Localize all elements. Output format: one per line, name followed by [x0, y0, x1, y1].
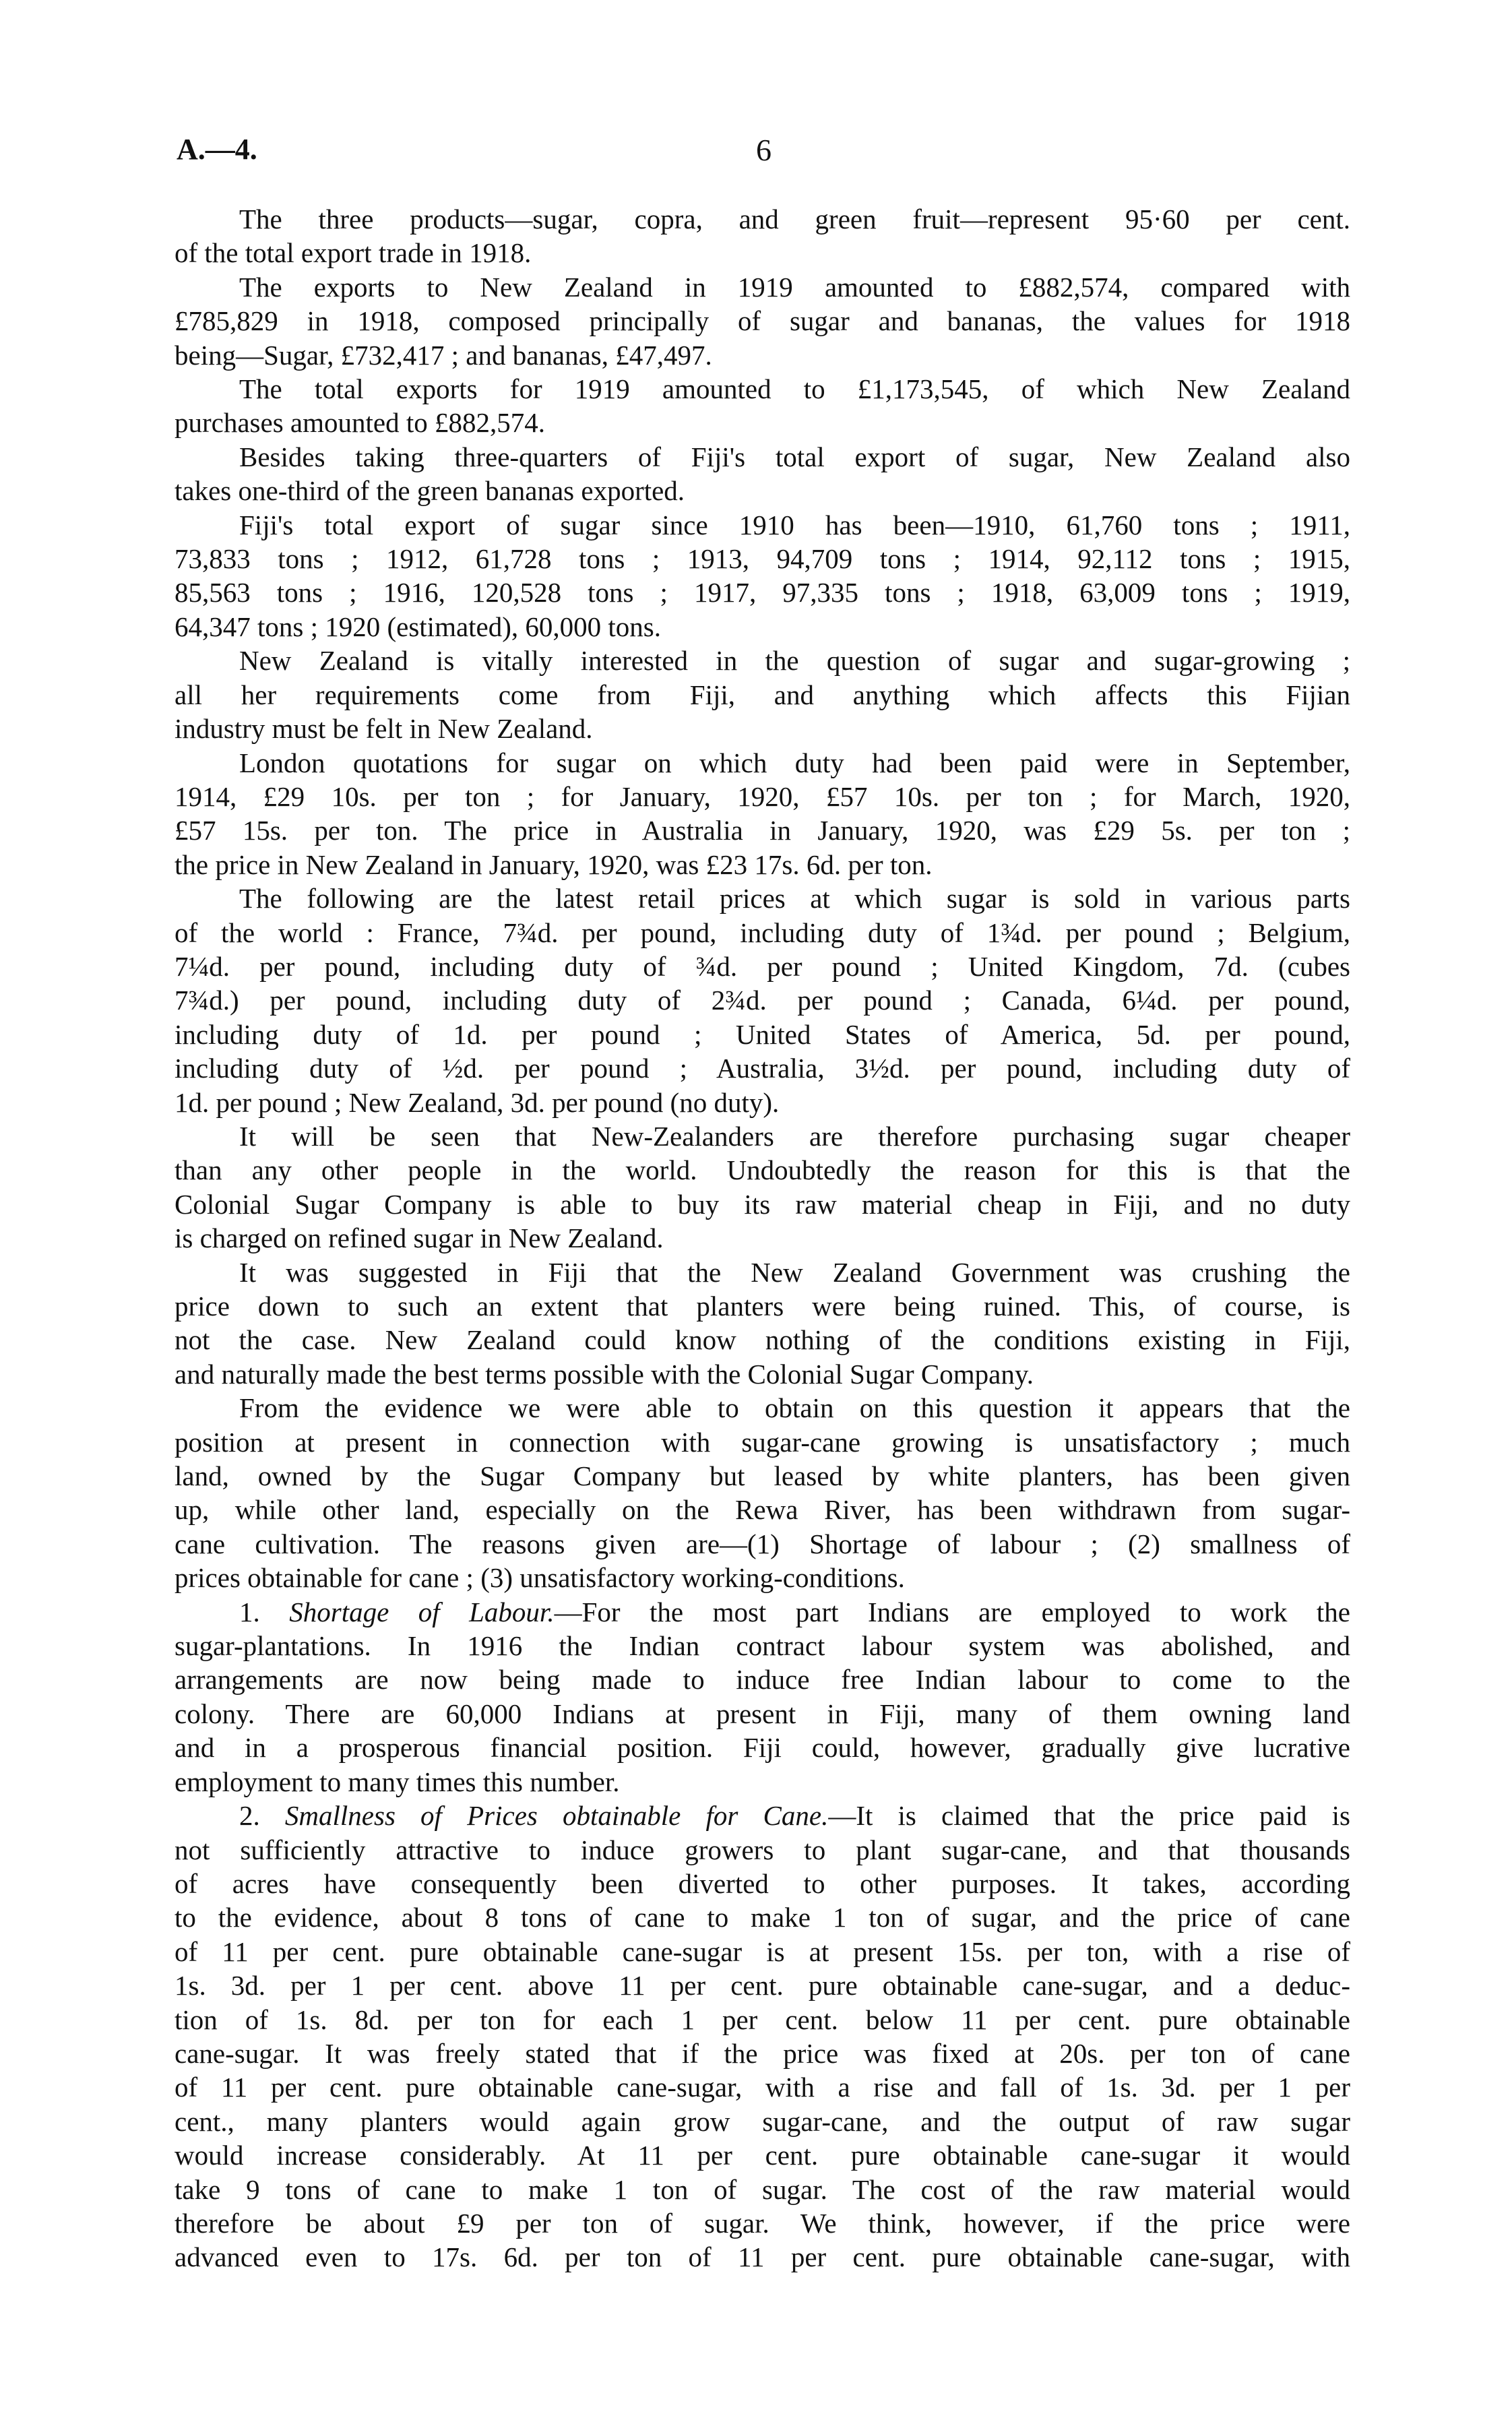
text-line: The exports to New Zealand in 1919 amounted to £882,574, compared with	[239, 271, 1350, 303]
text-line: £785,829 in 1918, composed principally of sugar and bananas, the values for 1918	[175, 305, 1350, 337]
document-code: A.—4.	[177, 133, 257, 166]
text-line: 73,833 tons ; 1912, 61,728 tons ; 1913, 94,709 tons ; 1914, 92,112 tons ; 1915,	[175, 543, 1350, 575]
text-segment: —For the most part Indians are employed to work the	[554, 1596, 1350, 1627]
text-line: take 9 tons of cane to make 1 ton of sugar. The cost of the raw material would	[175, 2173, 1350, 2205]
text-line: being—Sugar, £732,417 ; and bananas, £47,497.	[175, 339, 712, 371]
paragraph	[175, 644, 1350, 745]
text-line: cane-sugar. It was freely stated that if the price was fixed at 20s. per ton of cane	[175, 2037, 1350, 2069]
text-line: would increase considerably. At 11 per cent. pure obtainable cane-sugar it would	[175, 2140, 1350, 2171]
text-line: 1d. per pound ; New Zealand, 3d. per pound (no duty).	[175, 1086, 780, 1118]
text-line: sugar-plantations. In 1916 the Indian contract labour system was abolished, and	[175, 1630, 1350, 1662]
section-heading: Shortage of Labour.	[289, 1596, 555, 1627]
text-line: It will be seen that New-Zealanders are therefore purchasing sugar cheaper	[239, 1120, 1350, 1152]
text-line: takes one-third of the green bananas exported.	[175, 475, 685, 507]
text-line: prices obtainable for cane ; (3) unsatisfactory working-conditions.	[175, 1562, 905, 1594]
text-line: 85,563 tons ; 1916, 120,528 tons ; 1917, 97,335 tons ; 1918, 63,009 tons ; 1919,	[175, 577, 1350, 609]
text-line: From the evidence we were able to obtain on this question it appears that the	[239, 1392, 1350, 1424]
text-line: of the world : France, 7¾d. per pound, including duty of 1¾d. per pound ; Belgium,	[175, 917, 1350, 948]
paragraph	[175, 440, 1350, 508]
paragraph	[175, 881, 1350, 1119]
paragraph	[175, 270, 1350, 372]
text-line: employment to many times this number.	[175, 1766, 620, 1797]
text-line: of the total export trade in 1918.	[175, 237, 532, 269]
text-line: Fiji's total export of sugar since 1910 has been—1910, 61,760 tons ; 1911,	[239, 509, 1350, 540]
text-line: including duty of 1d. per pound ; United States of America, 5d. per pound,	[175, 1018, 1350, 1050]
section-heading: Smallness of Prices obtainable for Cane.	[284, 1800, 829, 1832]
text-line: including duty of ½d. per pound ; Australia, 3½d. per pound, including duty of	[175, 1053, 1350, 1084]
paragraph	[175, 1799, 1350, 2274]
text-line: The following are the latest retail prices at which sugar is sold in various parts	[239, 883, 1350, 914]
text-line: therefore be about £9 per ton of sugar. We think, however, if the price were	[175, 2207, 1350, 2239]
document-body	[175, 202, 1350, 2274]
text-line: price down to such an extent that planters were being ruined. This, of course, is	[175, 1291, 1350, 1322]
text-line: 1s. 3d. per 1 per cent. above 11 per cent. pure obtainable cane-sugar, and a deduc-	[175, 1970, 1350, 2002]
text-line: tion of 1s. 8d. per ton for each 1 per cent. below 11 per cent. pure obtainable	[175, 2004, 1350, 2035]
text-line: industry must be felt in New Zealand.	[175, 713, 593, 745]
text-line: position at present in connection with sugar-cane growing is unsatisfactory ; much	[175, 1426, 1350, 1458]
section-number: 2.	[239, 1800, 285, 1832]
text-line: New Zealand is vitally interested in the question of sugar and sugar-growing ;	[239, 645, 1350, 677]
text-line: of 11 per cent. pure obtainable cane-sugar is at present 15s. per ton, with a rise of	[175, 1935, 1350, 1967]
text-line: to the evidence, about 8 tons of cane to make 1 ton of sugar, and the price of cane	[175, 1902, 1350, 1933]
text-line	[175, 1799, 1350, 1832]
paragraph	[175, 202, 1350, 270]
text-line: up, while other land, especially on the Rewa River, has been withdrawn from sugar-	[175, 1494, 1350, 1526]
paragraph	[175, 1255, 1350, 1392]
text-line: colony. There are 60,000 Indians at present in Fiji, many of them owning land	[175, 1698, 1350, 1729]
text-line: of 11 per cent. pure obtainable cane-sugar, with a rise and fall of 1s. 3d. per 1 per	[175, 2072, 1350, 2103]
text-line: advanced even to 17s. 6d. per ton of 11 per cent. pure obtainable cane-sugar, with	[175, 2241, 1350, 2273]
text-line: arrangements are now being made to induce free Indian labour to come to the	[175, 1664, 1350, 1696]
text-line: all her requirements come from Fiji, and anything which affects this Fijian	[175, 679, 1350, 710]
text-line: and in a prosperous financial position. Fiji could, however, gradually give lucrative	[175, 1732, 1350, 1764]
paragraph	[175, 1391, 1350, 1594]
text-line: The total exports for 1919 amounted to £1,173,545, of which New Zealand	[239, 373, 1350, 405]
section-number: 1.	[239, 1596, 290, 1627]
text-line	[175, 1595, 1350, 1629]
text-line: 7¾d.) per pound, including duty of 2¾d. per pound ; Canada, 6¼d. per pound,	[175, 985, 1350, 1016]
text-line: purchases amounted to £882,574.	[175, 407, 545, 439]
text-line: not sufficiently attractive to induce growers to plant sugar-cane, and that thousands	[175, 1834, 1350, 1865]
text-line: cane cultivation. The reasons given are—(1) Shortage of labour ; (2) smallness of	[175, 1528, 1350, 1559]
text-line: the price in New Zealand in January, 1920, was £23 17s. 6d. per ton.	[175, 848, 933, 880]
text-line: Besides taking three-quarters of Fiji's total export of sugar, New Zealand also	[239, 441, 1350, 472]
text-line: The three products—sugar, copra, and green fruit—represent 95·60 per cent.	[239, 204, 1350, 235]
text-line: London quotations for sugar on which duty had been paid were in September,	[239, 747, 1350, 778]
text-line: and naturally made the best terms possible with the Colonial Sugar Company.	[175, 1358, 1034, 1390]
text-line: It was suggested in Fiji that the New Zealand Government was crushing the	[239, 1256, 1350, 1288]
text-line: is charged on refined sugar in New Zealand.	[175, 1222, 664, 1254]
text-line: 1914, £29 10s. per ton ; for January, 1920, £57 10s. per ton ; for March, 1920,	[175, 780, 1350, 812]
text-line: land, owned by the Sugar Company but leased by white planters, has been given	[175, 1460, 1350, 1492]
page-number: 6	[756, 133, 771, 167]
paragraph	[175, 508, 1350, 644]
text-line: 7¼d. per pound, including duty of ¾d. per pound ; United Kingdom, 7d. (cubes	[175, 950, 1350, 982]
text-line: £57 15s. per ton. The price in Australia in January, 1920, was £29 5s. per ton ;	[175, 815, 1350, 846]
paragraph	[175, 746, 1350, 882]
text-line: than any other people in the world. Undoubtedly the reason for this is that the	[175, 1154, 1350, 1186]
paragraph	[175, 1119, 1350, 1255]
text-line: not the case. New Zealand could know nothing of the conditions existing in Fiji,	[175, 1324, 1350, 1356]
paragraph	[175, 1595, 1350, 1799]
text-line: Colonial Sugar Company is able to buy its raw material cheap in Fiji, and no duty	[175, 1188, 1350, 1220]
text-line: cent., many planters would again grow sugar-cane, and the output of raw sugar	[175, 2105, 1350, 2137]
text-segment: —It is claimed that the price paid is	[828, 1800, 1350, 1832]
text-line: 64,347 tons ; 1920 (estimated), 60,000 tons.	[175, 611, 662, 642]
text-line: of acres have consequently been diverted to other purposes. It takes, according	[175, 1867, 1350, 1899]
paragraph	[175, 372, 1350, 440]
